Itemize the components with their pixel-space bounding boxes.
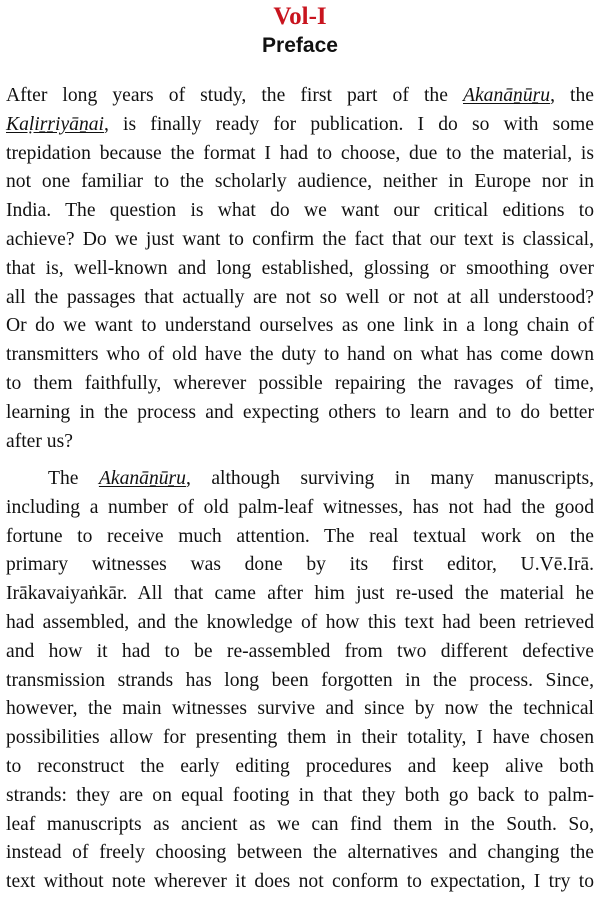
text-line: learning in the process and expecting others to learn and to do better [6,401,594,423]
text-line: strands: they are on equal footing in that they both go back to palm- [6,784,594,806]
text-line: all the passages that actually are not so well or not at all understood? [6,286,594,308]
text-line: achieve? Do we just want to confirm the fact that our text is classical, [6,228,594,250]
text-line: text without note wherever it does not conform to expectation, I try to [6,871,594,893]
text-line [6,111,594,140]
text-line: trepidation because the format I had to choose, due to the material, is [6,142,594,164]
text-line [6,82,594,111]
text-line: transmitters who of old have the duty to hand on what has come down [6,344,594,366]
text-line: instead of freely choosing between the alternatives and changing the [6,842,594,864]
paragraph-1 [6,82,594,456]
paragraph-2 [6,465,594,897]
text-line: fortune to receive much attention. The real textual work on the [6,525,594,547]
text-segment: After long years of study, the first part of the [6,85,463,106]
text-line: primary witnesses was done by its first editor, U.Vē.Irā. [6,554,594,576]
text-line: Irākavaiyaṅkār. All that came after him just re-used the material he [6,583,594,605]
text-segment: , is finally ready for publication. I do so with some [103,113,594,135]
text-segment: , the [550,85,594,106]
italic-term: Kaḷiṟṟiyāṉai [6,113,104,135]
text-line: had assembled, and the knowledge of how this text had been retrieved [6,611,594,633]
text-line: that is, well-known and long established, glossing or smoothing over [6,257,594,279]
italic-term: Akanāṉūṟu [463,85,551,106]
text-line: Or do we want to understand ourselves as one link in a long chain of [6,315,594,337]
text-line: and how it had to be re-assembled from two different defective [6,640,594,662]
text-line: possibilities allow for presenting them in their totality, I have chosen [6,727,594,749]
italic-term: Akanāṉūṟu [98,468,186,489]
text-line: after us? [6,430,73,452]
text-line: India. The question is what do we want our critical editions to [6,200,594,222]
text-line [6,465,594,494]
text-line: to reconstruct the early editing procedures and keep alive both [6,755,594,777]
text-line: however, the main witnesses survive and since by now the technical [6,698,594,720]
volume-heading: Vol-I [273,3,327,30]
text-line: to them faithfully, wherever possible repairing the ravages of time, [6,372,594,394]
preface-heading: Preface [262,34,338,57]
text-line: leaf manuscripts as ancient as we can find them in the South. So, [6,813,594,835]
text-line: transmission strands has long been forgotten in the process. Since, [6,669,594,691]
text-segment: , although surviving in many manuscripts, [185,468,594,489]
text-line: not one familiar to the scholarly audience, neither in Europe nor in [6,171,594,193]
text-segment: The [48,468,99,489]
text-line: including a number of old palm-leaf witnesses, has not had the good [6,496,594,518]
